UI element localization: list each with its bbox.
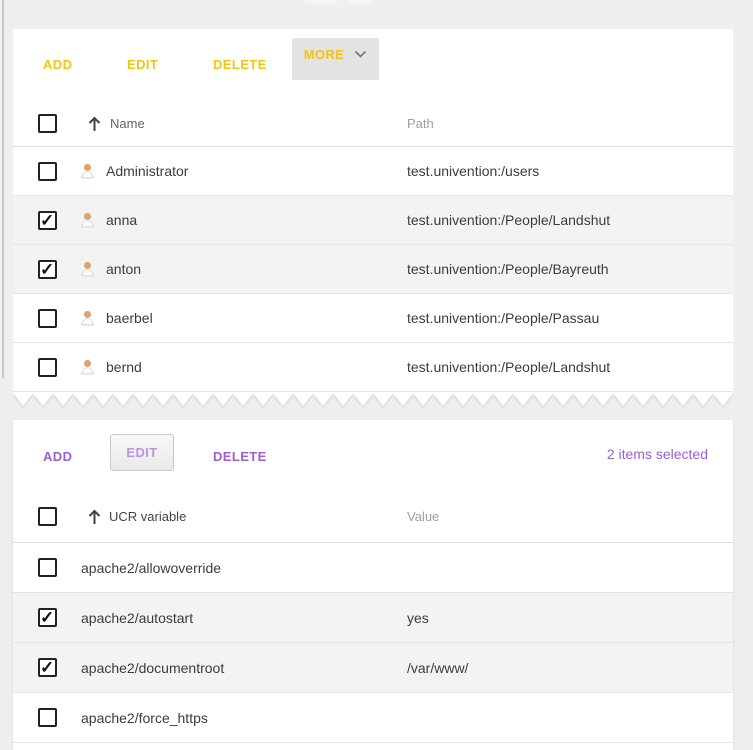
add-button[interactable]: ADD (41, 445, 74, 468)
table-row[interactable] (13, 543, 733, 593)
user-name: baerbel (106, 310, 153, 326)
row-checkbox[interactable] (38, 708, 57, 727)
selection-status: 2 items selected (606, 446, 708, 462)
user-path: test.univention:/People/Landshut (407, 359, 611, 375)
ucr-grid-header (13, 490, 733, 543)
row-checkbox[interactable] (38, 211, 57, 230)
row-checkbox[interactable] (38, 608, 57, 627)
column-header-ucr-variable[interactable]: UCR variable (109, 508, 187, 524)
more-dropdown-button[interactable] (292, 38, 379, 80)
ucr-grid-rows (13, 543, 733, 743)
user-avatar-icon (79, 211, 96, 229)
ucr-variable-value: /var/www/ (407, 659, 469, 676)
sort-arrow-up-icon[interactable] (87, 508, 102, 525)
table-row[interactable] (13, 294, 733, 343)
users-grid-header (13, 100, 733, 147)
user-name: Administrator (106, 163, 189, 179)
user-path: test.univention:/People/Bayreuth (407, 261, 609, 277)
column-header-value[interactable]: Value (407, 508, 440, 524)
users-grid-rows (13, 147, 733, 392)
row-checkbox[interactable] (38, 358, 57, 377)
user-path: test.univention:/People/Landshut (407, 212, 611, 228)
ucr-variable-name: apache2/autostart (81, 609, 194, 626)
select-all-checkbox[interactable] (38, 507, 57, 526)
top-edge-artifact (305, 0, 337, 3)
delete-button[interactable]: DELETE (211, 445, 269, 468)
add-button[interactable]: ADD (41, 53, 74, 76)
user-path: test.univention:/users (407, 163, 540, 179)
row-checkbox[interactable] (38, 162, 57, 181)
table-row[interactable] (13, 196, 733, 245)
row-checkbox[interactable] (38, 309, 57, 328)
user-avatar-icon (79, 162, 96, 180)
user-name: bernd (106, 359, 142, 375)
row-checkbox[interactable] (38, 558, 57, 577)
ucr-variable-name: apache2/allowoverride (81, 559, 222, 576)
user-name: anton (106, 261, 142, 277)
user-avatar-icon (79, 358, 96, 376)
users-grid-panel (13, 29, 733, 393)
table-row[interactable] (13, 343, 733, 392)
users-grid-toolbar (13, 29, 733, 100)
torn-edge-zigzag (13, 393, 733, 407)
row-checkbox[interactable] (38, 658, 57, 677)
column-header-name[interactable]: Name (110, 115, 145, 131)
user-avatar-icon (79, 260, 96, 278)
ucr-grid-toolbar (13, 420, 733, 490)
ucr-variable-name: apache2/documentroot (81, 659, 225, 676)
delete-button[interactable]: DELETE (211, 53, 269, 76)
user-avatar-icon (79, 309, 96, 327)
chevron-down-icon (354, 50, 367, 58)
top-edge-artifact (347, 0, 372, 3)
table-row[interactable] (13, 643, 733, 693)
table-row[interactable] (13, 147, 733, 196)
user-path: test.univention:/People/Passau (407, 310, 600, 326)
ucr-variable-value: yes (407, 609, 429, 626)
table-row[interactable] (13, 593, 733, 643)
row-checkbox[interactable] (38, 260, 57, 279)
underlying-panel-border (2, 0, 4, 378)
edit-button[interactable]: EDIT (110, 434, 174, 471)
sort-arrow-up-icon[interactable] (87, 115, 102, 132)
table-row[interactable] (13, 693, 733, 743)
select-all-checkbox[interactable] (38, 114, 57, 133)
ucr-grid-panel (13, 420, 733, 750)
edit-button[interactable]: EDIT (125, 53, 160, 76)
more-button-label: MORE (303, 46, 345, 62)
ucr-variable-name: apache2/force_https (81, 709, 208, 726)
user-name: anna (106, 212, 138, 228)
column-header-path[interactable]: Path (407, 115, 434, 131)
table-row[interactable] (13, 245, 733, 294)
